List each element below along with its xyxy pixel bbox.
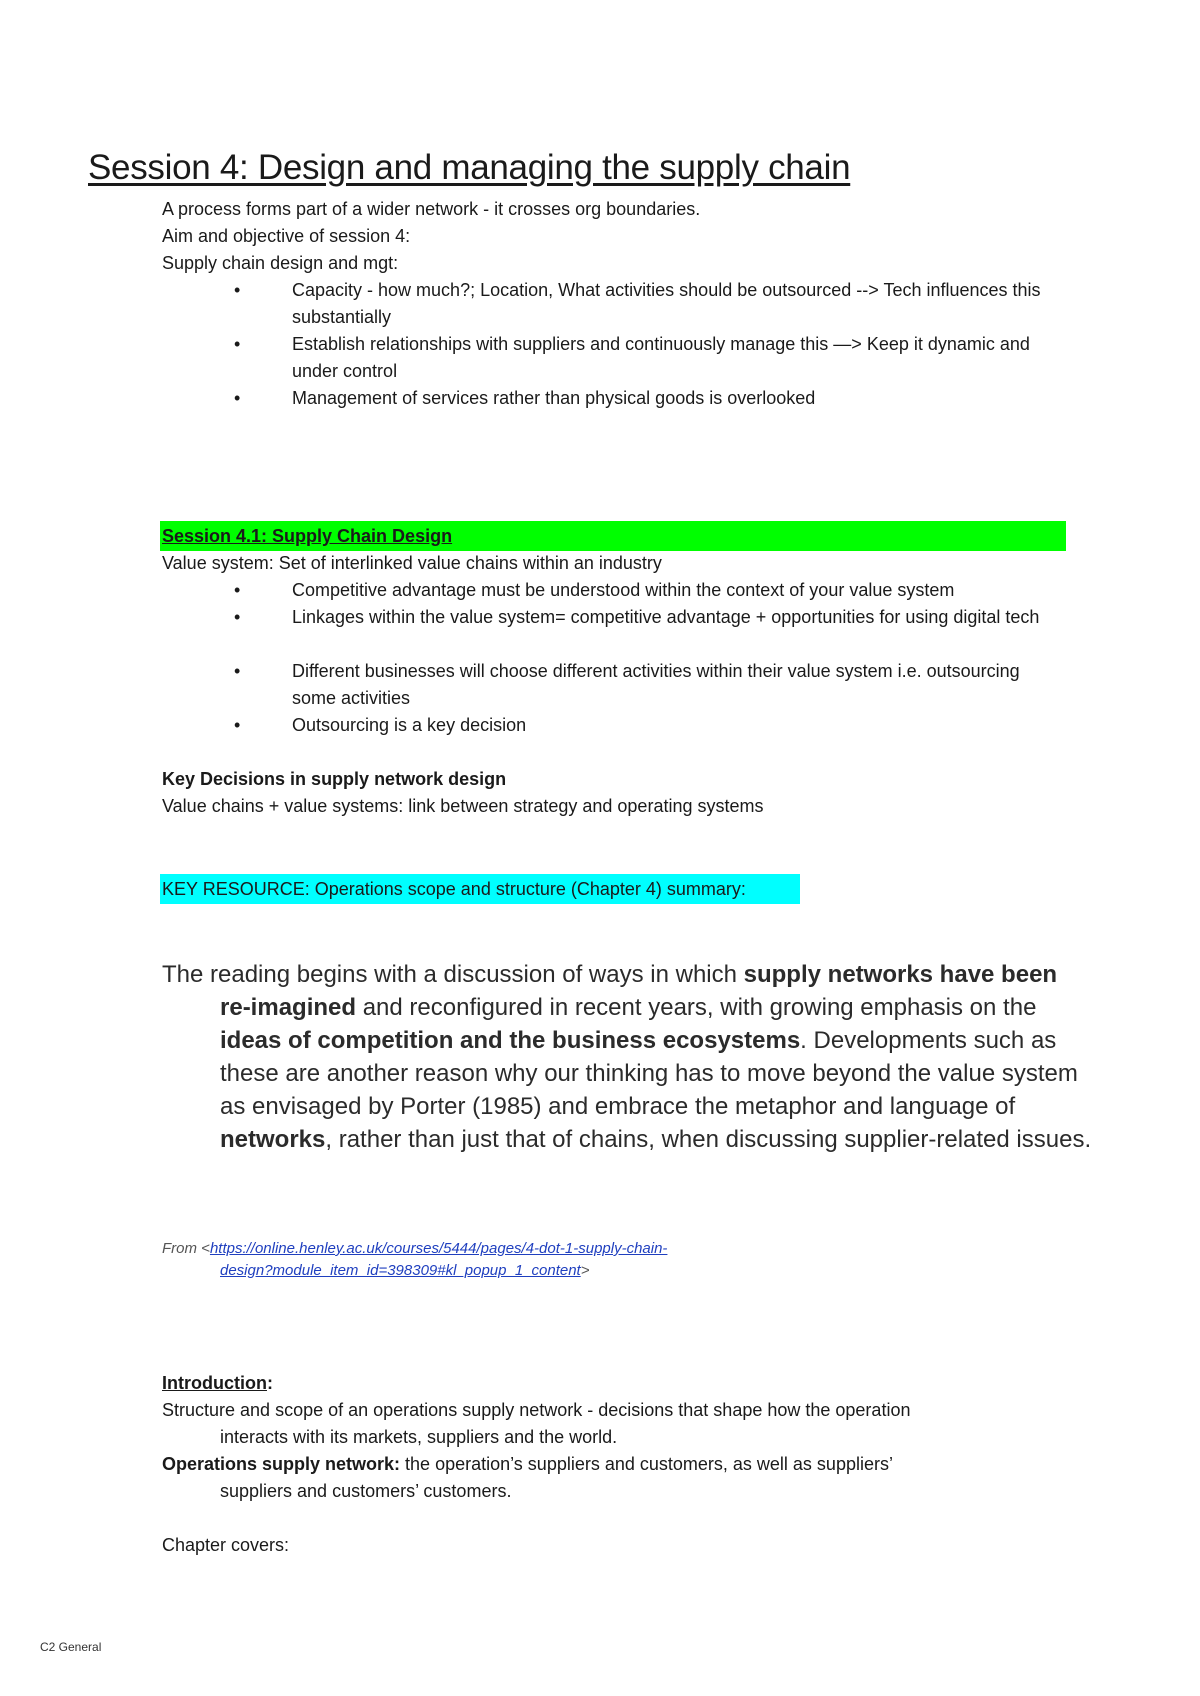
- bullet-icon: •: [234, 715, 241, 735]
- introduction-line-1b: interacts with its markets, suppliers and the world.: [220, 1427, 618, 1447]
- bullet-text: Linkages within the value system= competitive advantage + opportunities for using digital tech: [292, 607, 1040, 627]
- source-link-continued[interactable]: design?module_item_id=398309#kl_popup_1_content: [220, 1262, 581, 1279]
- key-resource-line: KEY RESOURCE: Operations scope and structure (Chapter 4) summary:: [162, 879, 746, 899]
- section-bullet: [234, 712, 1064, 739]
- source-citation: From <https://online.henley.ac.uk/courses/5444/pages/4-dot-1-supply-chain- design?module_item_id=398309#kl_popup_1_content>: [162, 1240, 668, 1279]
- intro-line-2: Aim and objective of session 4:: [162, 226, 411, 246]
- intro-line-3: Supply chain design and mgt:: [162, 253, 399, 273]
- bullet-icon: •: [234, 334, 241, 354]
- reading-quote: [162, 958, 1092, 1156]
- bullet-text: Competitive advantage must be understood within the context of your value system: [292, 580, 955, 600]
- operations-supply-network-line-2: suppliers and customers’ customers.: [220, 1481, 512, 1501]
- bullet-icon: •: [234, 388, 241, 408]
- chapter-covers: Chapter covers:: [162, 1535, 290, 1555]
- key-decisions-text: Value chains + value systems: link between strategy and operating systems: [162, 796, 764, 816]
- intro-line-1: A process forms part of a wider network - it crosses org boundaries.: [162, 199, 701, 219]
- bullet-text: Outsourcing is a key decision: [292, 715, 527, 735]
- reading-body: re-imagined and reconfigured in recent years, with growing emphasis on the ideas of competition and the business ecosystems. Developments such as these are another reason why our thinking has to move beyond the value system as envisaged by Porter (1985) and embrace the metaphor and language of networks, rather than just that of chains, when discussing supplier-related issues.: [220, 994, 1092, 1153]
- section-bullet: [234, 604, 1064, 658]
- bullet-icon: •: [234, 607, 241, 627]
- bullet-text: Capacity - how much?; Location, What activities should be outsourced --> Tech influences this substantially: [292, 280, 1041, 327]
- page-title: Session 4: Design and managing the supply chain: [88, 148, 851, 187]
- reading-first-line: The reading begins with a discussion of ways in which supply networks have been: [162, 961, 1058, 988]
- introduction-heading: Introduction:: [162, 1373, 273, 1393]
- bullet-icon: •: [234, 580, 241, 600]
- classification-label: C2 General: [40, 1640, 102, 1654]
- bullet-text: Management of services rather than physical goods is overlooked: [292, 388, 816, 408]
- section-bullet: [234, 658, 1064, 712]
- bullet-icon: •: [234, 661, 241, 681]
- section-4-1-heading: Session 4.1: Supply Chain Design: [162, 526, 453, 546]
- intro-bullet: [234, 331, 1064, 385]
- intro-bullet: [234, 385, 1064, 412]
- operations-supply-network-line: Operations supply network: the operation’s suppliers and customers, as well as suppliers’: [162, 1454, 893, 1474]
- bullet-text: Different businesses will choose different activities within their value system i.e. outsourcing some activities: [292, 661, 1020, 708]
- section-bullet: [234, 577, 1064, 604]
- key-decisions-heading: Key Decisions in supply network design: [162, 769, 507, 789]
- value-system-line: Value system: Set of interlinked value chains within an industry: [162, 553, 662, 573]
- bullet-icon: •: [234, 280, 241, 300]
- introduction-line-1: Structure and scope of an operations supply network - decisions that shape how the operation: [162, 1400, 911, 1420]
- source-link[interactable]: https://online.henley.ac.uk/courses/5444/pages/4-dot-1-supply-chain-: [209, 1240, 668, 1257]
- intro-bullet: [234, 277, 1064, 331]
- bullet-text: Establish relationships with suppliers and continuously manage this —> Keep it dynamic and under control: [292, 334, 1030, 381]
